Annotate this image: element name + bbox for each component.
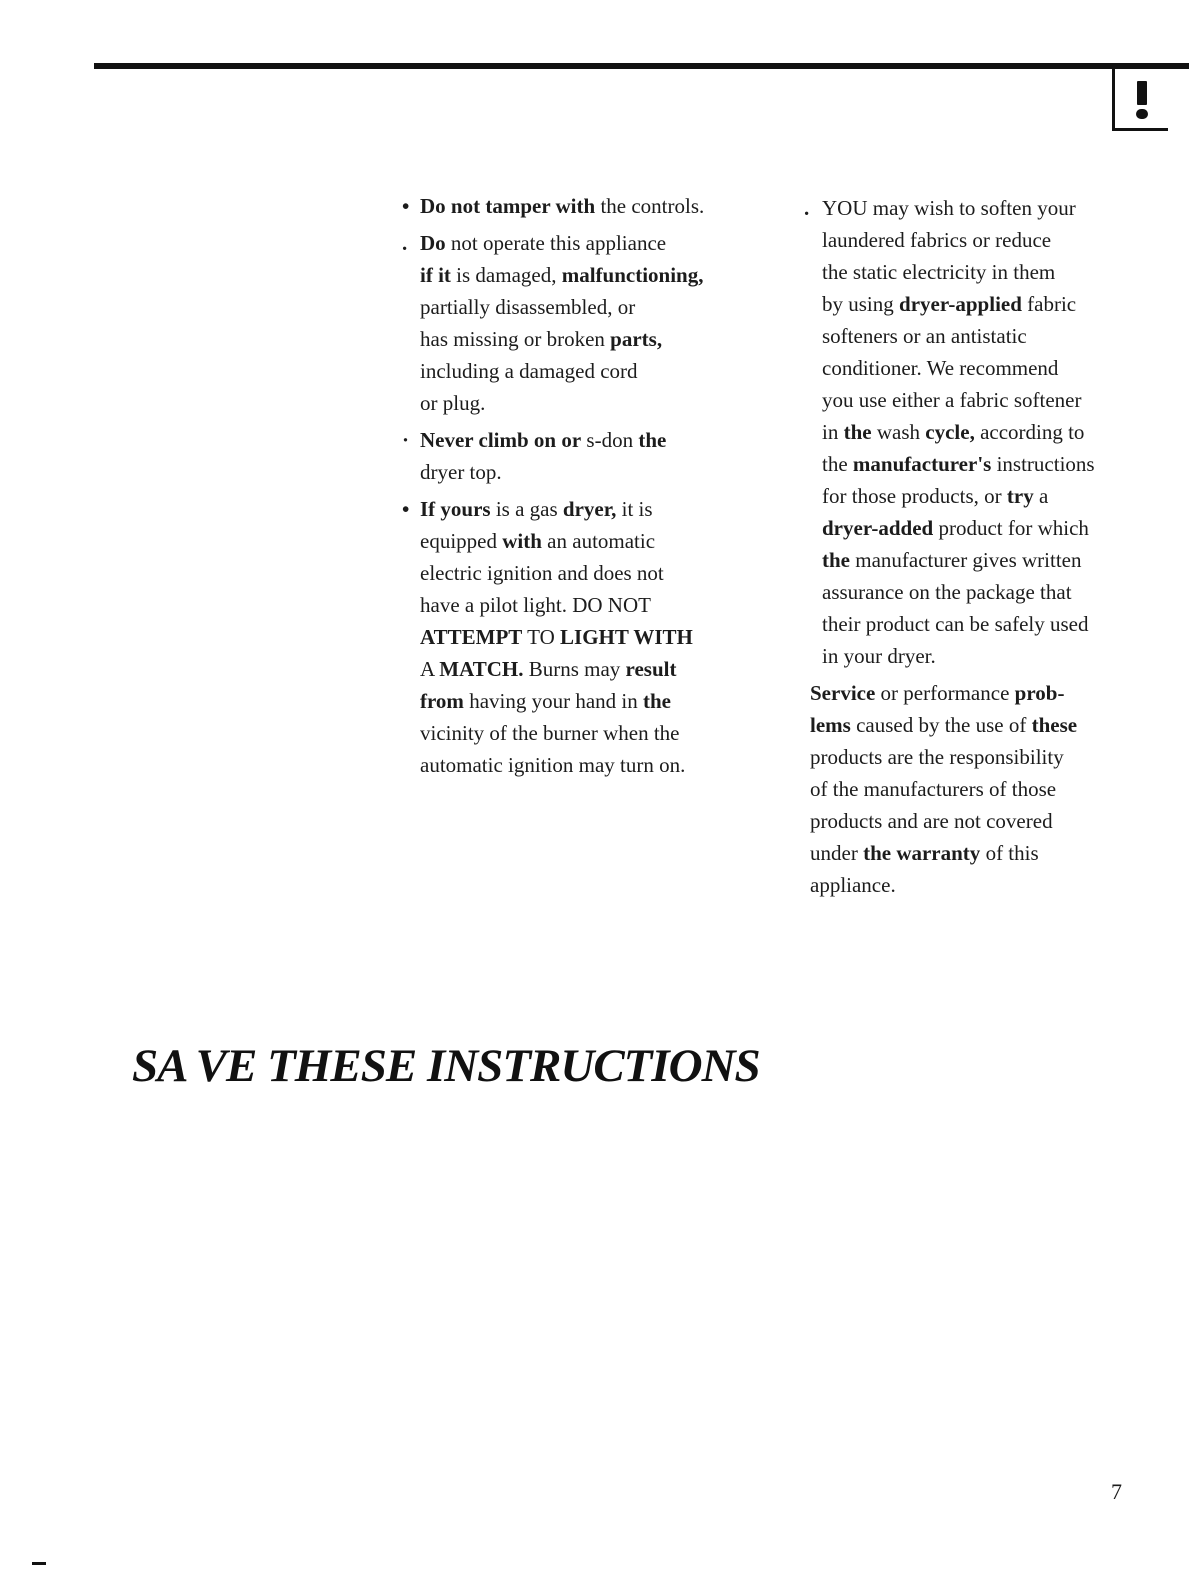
- text-run: conditioner. We recommend: [822, 356, 1059, 380]
- text-line: [822, 480, 1160, 512]
- text-run: Do not tamper with: [420, 194, 596, 218]
- bullet-icon: •: [402, 194, 410, 218]
- text-run: A: [420, 657, 440, 681]
- text-run: dryer,: [562, 497, 617, 521]
- text-line: [822, 576, 1160, 608]
- text-run: it is: [616, 497, 653, 521]
- text-line: [822, 544, 1160, 576]
- text-run: products are the responsibility: [810, 745, 1064, 769]
- text-run: laundered fabrics or reduce: [822, 228, 1052, 252]
- text-run: malfunctioning,: [561, 263, 704, 287]
- text-line: [420, 653, 778, 685]
- text-run: including a damaged cord: [420, 359, 638, 383]
- text-line: [822, 384, 1160, 416]
- text-line: [822, 640, 1160, 672]
- text-line: [420, 589, 778, 621]
- text-run: result: [625, 657, 677, 681]
- text-run: instructions: [991, 452, 1095, 476]
- text-line: [822, 448, 1160, 480]
- text-line: [420, 749, 778, 781]
- left-column: [398, 190, 778, 786]
- text-line: [420, 557, 778, 589]
- text-run: is damaged,: [450, 263, 562, 287]
- text-run: If yours: [420, 497, 491, 521]
- text-run: vicinity of the burner when the: [420, 721, 680, 745]
- text-line: [822, 288, 1160, 320]
- text-run: has missing or broken: [420, 327, 611, 351]
- text-line: [420, 259, 778, 291]
- text-line: [420, 387, 778, 419]
- text-run: a: [1033, 484, 1049, 508]
- text-line: [420, 355, 778, 387]
- text-line: [420, 525, 778, 557]
- text-run: the: [822, 548, 850, 572]
- text-run: these: [1031, 713, 1078, 737]
- text-run: by using: [822, 292, 900, 316]
- text-run: s-don: [581, 428, 639, 452]
- text-line: [822, 320, 1160, 352]
- text-run: softeners or an antistatic: [822, 324, 1027, 348]
- text-run: MATCH.: [439, 657, 524, 681]
- text-run: according to: [974, 420, 1085, 444]
- text-run: manufacturer's: [852, 452, 992, 476]
- text-run: having your hand in: [463, 689, 643, 713]
- text-run: the warranty: [863, 841, 981, 865]
- text-line: [810, 709, 1160, 741]
- text-run: equipped: [420, 529, 503, 553]
- text-run: the controls.: [595, 194, 705, 218]
- text-run: from: [420, 689, 464, 713]
- text-line: [822, 192, 1160, 224]
- text-line: [420, 493, 778, 525]
- text-run: try: [1006, 484, 1034, 508]
- list-item: [398, 493, 778, 781]
- text-line: [822, 512, 1160, 544]
- text-run: under: [810, 841, 864, 865]
- text-run: Burns may: [523, 657, 626, 681]
- text-run: for those products, or: [822, 484, 1007, 508]
- text-line: [810, 805, 1160, 837]
- text-run: Do: [420, 231, 446, 255]
- save-instructions-heading: SA VE THESE INSTRUCTIONS: [132, 1040, 760, 1092]
- top-rule: [94, 63, 1189, 69]
- text-line: [420, 424, 778, 456]
- text-run: lems: [810, 713, 851, 737]
- bullet-icon: .: [804, 196, 810, 220]
- text-run: is a gas: [490, 497, 563, 521]
- page-number: 7: [1111, 1479, 1122, 1504]
- text-run: of the manufacturers of those: [810, 777, 1057, 801]
- text-run: of this: [980, 841, 1039, 865]
- text-line: [810, 677, 1160, 709]
- paragraph: [800, 677, 1160, 901]
- text-run: if it: [420, 263, 451, 287]
- text-line: [420, 621, 778, 653]
- text-run: or plug.: [420, 391, 486, 415]
- text-line: [810, 869, 1160, 901]
- text-run: assurance on the package that: [822, 580, 1072, 604]
- text-run: prob-: [1014, 681, 1065, 705]
- text-run: electric ignition and does not: [420, 561, 664, 585]
- text-run: in: [822, 420, 844, 444]
- text-run: TO: [522, 625, 561, 649]
- text-line: [420, 190, 778, 222]
- text-run: an automatic: [541, 529, 656, 553]
- text-line: [810, 773, 1160, 805]
- text-line: [822, 224, 1160, 256]
- text-line: [420, 291, 778, 323]
- list-item: [398, 190, 778, 222]
- text-run: cycle,: [925, 420, 975, 444]
- text-run: dryer top.: [420, 460, 502, 484]
- bullet-icon: •: [402, 497, 410, 521]
- list-item: [398, 227, 778, 419]
- text-line: [420, 323, 778, 355]
- text-line: [810, 837, 1160, 869]
- text-run: automatic ignition may turn on.: [420, 753, 686, 777]
- text-line: [420, 456, 778, 488]
- right-column: [800, 192, 1160, 907]
- text-run: dryer-added: [822, 516, 934, 540]
- text-run: wash: [871, 420, 926, 444]
- text-line: [822, 352, 1160, 384]
- text-run: dryer-applied: [899, 292, 1022, 316]
- text-line: [822, 416, 1160, 448]
- text-run: with: [502, 529, 542, 553]
- text-line: [420, 227, 778, 259]
- exclamation-warning-icon: [1112, 69, 1168, 131]
- corner-mark: [32, 1562, 46, 1565]
- text-run: appliance.: [810, 873, 896, 897]
- text-run: products and are not covered: [810, 809, 1053, 833]
- text-run: you use either a fabric softener: [822, 388, 1082, 412]
- text-run: the: [822, 452, 853, 476]
- text-line: [822, 256, 1160, 288]
- bullet-icon: .: [402, 231, 408, 255]
- text-run: Service: [810, 681, 876, 705]
- text-run: product for which: [933, 516, 1089, 540]
- paragraph: [800, 192, 1160, 672]
- text-run: partially disassembled, or: [420, 295, 636, 319]
- text-run: their product can be safely used: [822, 612, 1089, 636]
- text-run: parts,: [610, 327, 663, 351]
- text-run: the: [843, 420, 872, 444]
- bullet-icon: ·: [402, 428, 410, 452]
- text-run: not operate this appliance: [445, 231, 667, 255]
- text-run: or performance: [875, 681, 1015, 705]
- text-line: [810, 741, 1160, 773]
- text-run: ATTEMPT: [420, 625, 523, 649]
- text-run: YOU may wish to soften your: [822, 196, 1076, 220]
- text-line: [420, 685, 778, 717]
- text-run: LIGHT WITH: [560, 625, 693, 649]
- list-item: [398, 424, 778, 488]
- text-run: the static electricity in them: [822, 260, 1056, 284]
- text-line: [420, 717, 778, 749]
- text-run: the: [638, 428, 667, 452]
- text-run: caused by the use of: [850, 713, 1032, 737]
- text-run: fabric: [1021, 292, 1077, 316]
- text-run: the: [643, 689, 671, 713]
- text-run: Never climb on or: [420, 428, 582, 452]
- text-run: manufacturer gives written: [850, 548, 1082, 572]
- text-run: in your dryer.: [822, 644, 936, 668]
- text-run: have a pilot light. DO NOT: [420, 593, 651, 617]
- text-line: [822, 608, 1160, 640]
